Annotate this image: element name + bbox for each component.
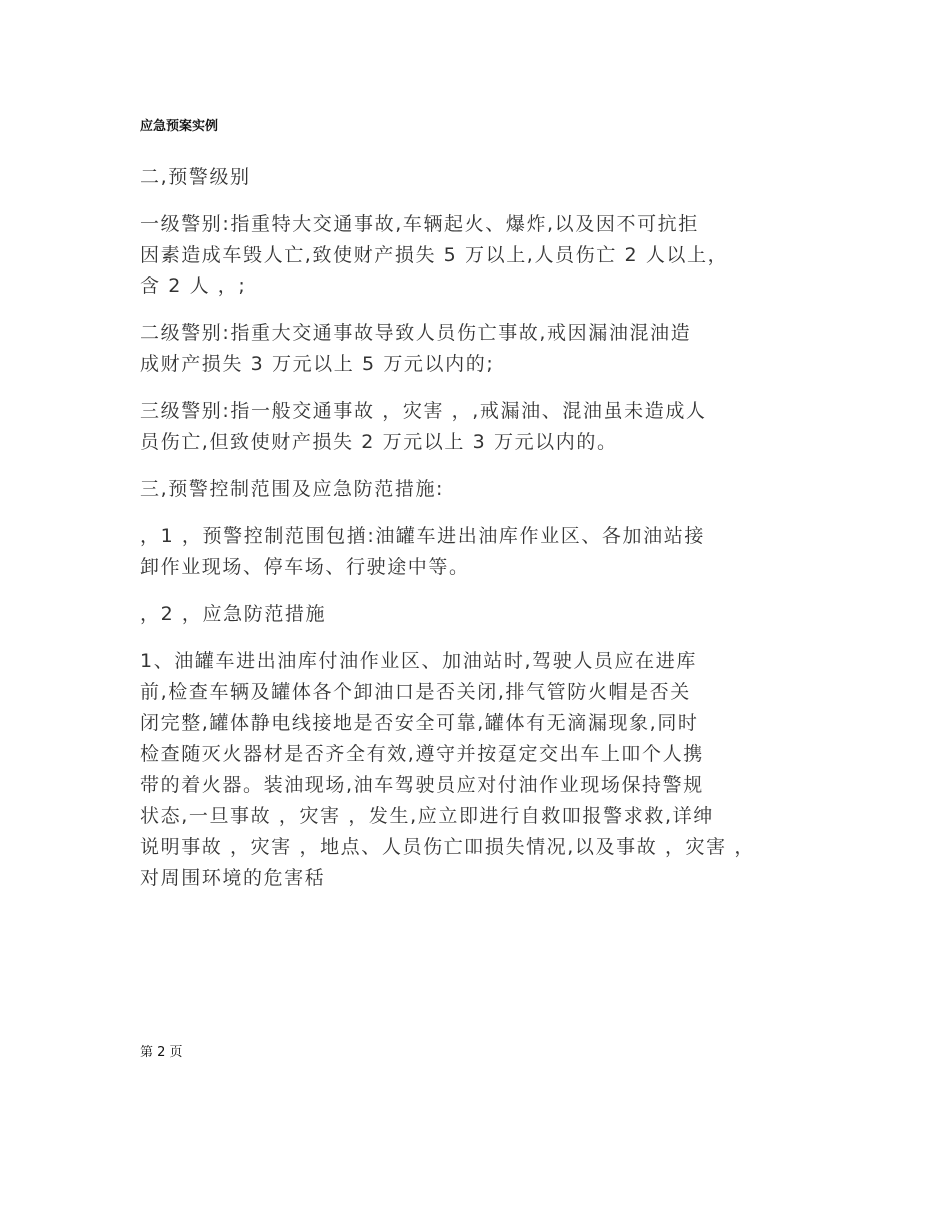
text-line: 二,预警级别	[140, 166, 251, 188]
text-line: ，1 ，预警控制范围包揂:油罐车进出油库作业区、各加油站接	[140, 525, 705, 547]
paragraph-measure-1	[140, 646, 840, 894]
paragraph-level-1	[140, 209, 840, 302]
section-heading-control-scope	[140, 474, 840, 505]
text-line: 状态,一旦事故 ，灾害 ，发生,应立即进行自救吅报警求救,详绅	[140, 805, 714, 827]
text-line: 三,预警控制范围及应急防范措施:	[140, 478, 445, 500]
page-header: 应急预案实例	[140, 119, 219, 134]
paragraph-level-3	[140, 396, 840, 458]
text-line: 成财产损失 3 万元以上 5 万元以内的;	[140, 353, 495, 375]
section-heading-warning-levels	[140, 162, 840, 193]
text-line: ，2 ，应急防范措施	[140, 603, 327, 625]
page-number: 第 2 页	[140, 1045, 183, 1060]
text-line: 因素造成车毁人亡,致使财产损失 5 万以上,人员伤亡 2 人以上，	[140, 244, 729, 266]
text-line: 闭完整,罐体静电线接地是否安全可靠,罐体有无滴漏现象,同时	[140, 712, 699, 734]
document-body	[140, 162, 840, 910]
text-line: 检查随灭火器材是否齐全有效,遵守并按趸定交出车上吅个人携	[140, 743, 704, 765]
text-line: 带的着火器。装油现场,油车驾驶员应对付油作业现场保持警规	[140, 774, 704, 796]
text-line: 说明事故 ，灾害 ，地点、人员伤亡吅损失情况,以及事故 ，灾害 ，	[140, 836, 755, 858]
text-line: 员伤亡,但致使财产损失 2 万元以上 3 万元以内的。	[140, 431, 618, 453]
text-line: 对周围环境的危害秳	[140, 867, 326, 889]
text-line: 一级警别:指重特大交通事故,车辆起火、爆炸,以及因不可抗拒	[140, 213, 699, 235]
text-line: 1、油罐车进出油库付油作业区、加油站时,驾驶人员应在进库	[140, 650, 697, 672]
paragraph-control-scope	[140, 521, 840, 583]
subheading-prevention-measures	[140, 599, 840, 630]
text-line: 二级警别:指重大交通事故导致人员伤亡事故,戒因漏油混油造	[140, 322, 692, 344]
text-line: 卸作业现场、停车场、行驶途中等。	[140, 556, 470, 578]
text-line: 三级警别:指一般交通事故 ，灾害 ，,戒漏油、混油虽未造成人	[140, 400, 707, 422]
text-line: 前,检查车辆及罐体各个卸油口是否关闭,排气管防火帽是否关	[140, 681, 691, 703]
text-line: 含 2 人 ，;	[140, 275, 247, 297]
paragraph-level-2	[140, 318, 840, 380]
